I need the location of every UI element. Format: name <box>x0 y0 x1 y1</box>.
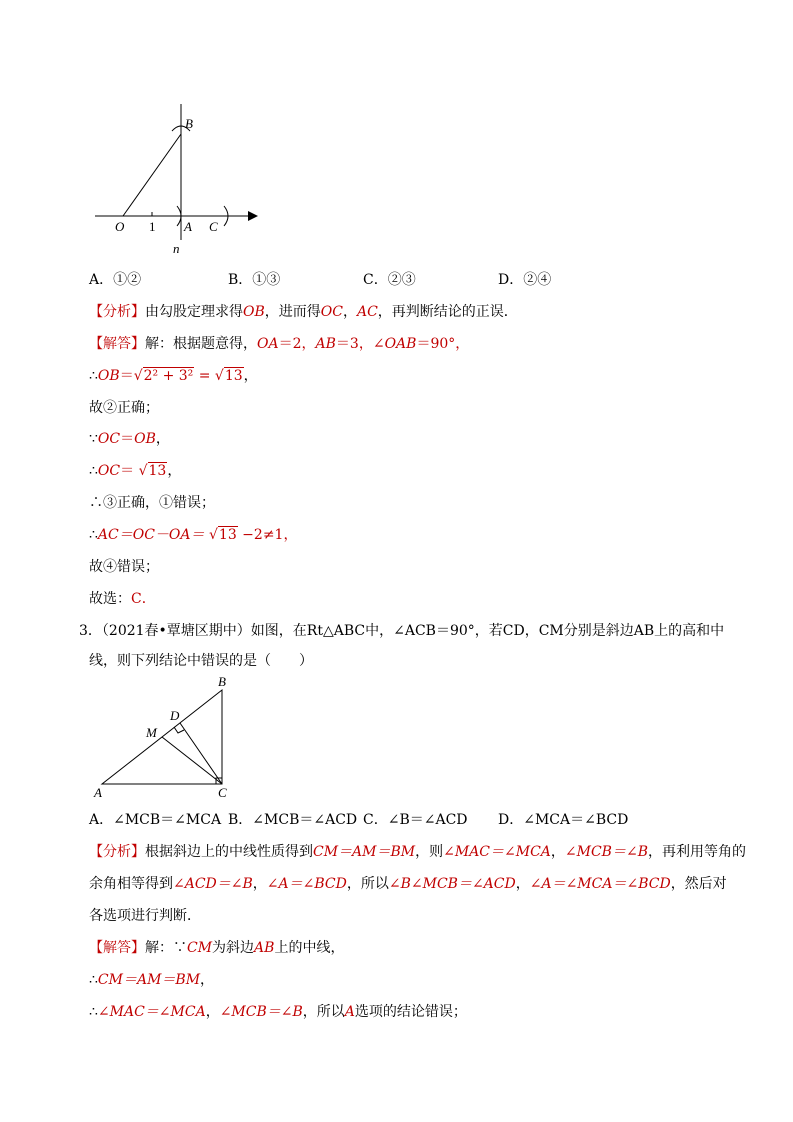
q3-answer-line-1 <box>89 938 344 958</box>
q3-stem-line-1: 3．（2021春•覃塘区期中）如图，在Rt△ABC中，∠ACB＝90°，若CD，CM分别是斜边AB上的高和中 <box>79 623 725 639</box>
math-oc: OC <box>97 463 121 479</box>
analysis-text: 根据斜边上的中线性质得到 <box>145 844 313 860</box>
answer-text: 选项的结论错误； <box>354 1004 467 1020</box>
comma: ， <box>167 463 182 479</box>
math-expression: CM＝AM＝BM <box>313 844 416 860</box>
math-eq: ＝90°， <box>416 336 470 352</box>
math-expression: ∠A＝∠MCA＝∠BCD <box>529 876 671 892</box>
math-eq: ＝ <box>120 463 139 479</box>
math-expression: CM＝AM＝BM <box>97 972 201 988</box>
fig2-label-d: D <box>170 708 180 723</box>
q2-option-a: A．①② <box>89 272 142 288</box>
comma: ， <box>550 844 565 860</box>
q2-step-2: 故②正确； <box>89 400 159 416</box>
q2-step-6: ∴AC＝OC－OA＝ √13 −2≠1， <box>89 527 298 543</box>
q3-analysis-line-1 <box>89 842 746 862</box>
label-a: A <box>184 219 192 234</box>
label-1: 1 <box>149 219 156 234</box>
q2-step-1: ∴OB＝√2² + 3² = √13， <box>89 368 258 384</box>
math-expression: AC＝OC－OA＝ <box>97 527 209 543</box>
math-oc: OC <box>97 431 121 447</box>
therefore-symbol: ∴ <box>89 527 98 543</box>
right-angle-mark-d <box>174 727 184 733</box>
math-expression: −2≠1， <box>237 527 298 543</box>
analysis-text: ，所以 <box>346 876 389 892</box>
math-oa: OA <box>257 336 279 352</box>
fig2-label-m: M <box>146 725 157 740</box>
math-eq: ＝2， <box>278 336 316 352</box>
option-letter: A <box>344 1004 355 1020</box>
comma: ， <box>200 972 215 988</box>
analysis-tag: 【分析】 <box>89 844 145 860</box>
answer-prefix: 故选： <box>89 591 131 607</box>
answer-text: 为斜边 <box>212 940 255 956</box>
segment-cd <box>180 723 222 784</box>
answer-text: 解：根据题意得， <box>145 336 257 352</box>
math-ab: AB <box>315 336 336 352</box>
math-eq: = <box>194 368 215 384</box>
math-eq: ＝ <box>120 431 135 447</box>
sqrt-13: 13 <box>148 463 167 479</box>
therefore-symbol: ∴ <box>89 1004 98 1020</box>
comma: ， <box>342 304 357 320</box>
therefore-symbol: ∴ <box>89 463 98 479</box>
q2-option-d: D．②④ <box>498 272 552 288</box>
answer-tag: 【解答】 <box>89 940 145 956</box>
q3-option-d: D．∠MCA＝∠BCD <box>498 812 629 828</box>
math-expression: ∠MAC＝∠MCA <box>97 1004 206 1020</box>
analysis-text: 余角相等得到 <box>89 876 173 892</box>
math-expression: ∠MCB＝∠B <box>219 1004 303 1020</box>
answer-text: ，所以 <box>302 1004 345 1020</box>
comma: ， <box>252 876 267 892</box>
q2-step-5: ∴③正确，①错误； <box>89 495 215 511</box>
analysis-text: ，则 <box>415 844 444 860</box>
segment-cm <box>162 737 222 784</box>
answer-text: 解：∵ <box>145 940 187 956</box>
label-b: B <box>185 116 193 131</box>
therefore-symbol: ∴ <box>89 972 98 988</box>
q3-stem-line-2: 线，则下列结论中错误的是（ ） <box>89 653 313 669</box>
q3-option-a: A．∠MCB＝∠MCA <box>89 812 222 828</box>
label-o: O <box>115 219 125 234</box>
math-ab: AB <box>254 940 275 956</box>
analysis-text: ，再判断结论的正误． <box>377 304 518 320</box>
sqrt-13: 13 <box>218 527 237 543</box>
q3-answer-line-2 <box>89 970 214 990</box>
math-ob: OB <box>243 304 265 320</box>
label-n: n <box>173 241 180 256</box>
math-expression: ∠MCB＝∠B <box>564 844 648 860</box>
sqrt-13: 13 <box>224 368 243 384</box>
therefore-symbol: ∴ <box>89 368 98 384</box>
math-expression: ∠B∠MCB＝∠ACD <box>388 876 516 892</box>
math-ob: OB <box>134 431 156 447</box>
math-ob: OB <box>97 368 120 384</box>
math-expression: ∠A＝∠BCD <box>266 876 347 892</box>
analysis-text: ，进而得 <box>264 304 321 320</box>
analysis-text: 由勾股定理求得 <box>145 304 243 320</box>
q3-answer-line-3 <box>89 1002 467 1022</box>
math-eq: ＝3， <box>335 336 373 352</box>
math-cm: CM <box>187 940 213 956</box>
q3-analysis-line-3: 各选项进行判断． <box>89 908 201 924</box>
math-ac: AC <box>356 304 378 320</box>
q2-option-b: B．①③ <box>228 272 281 288</box>
fig2-label-a: A <box>94 785 102 800</box>
math-oc: OC <box>320 304 343 320</box>
comma: ， <box>205 1004 220 1020</box>
analysis-tag: 【分析】 <box>89 304 145 320</box>
q2-step-7: 故④错误； <box>89 559 159 575</box>
q3-option-c: C．∠B＝∠ACD <box>363 812 468 828</box>
math-expression: ∠ACD＝∠B <box>173 876 253 892</box>
answer-text: 上的中线， <box>274 940 345 956</box>
q2-step-4: ∴OC＝ √13， <box>89 463 182 479</box>
analysis-text: ，然后对 <box>670 876 727 892</box>
math-eq: ＝ <box>119 368 134 384</box>
comma: ， <box>515 876 530 892</box>
sqrt-expression: 2² + 3² <box>143 368 194 384</box>
answer-tag: 【解答】 <box>89 336 145 352</box>
q3-option-b: B．∠MCB＝∠ACD <box>228 812 358 828</box>
fig2-label-c: C <box>218 785 227 800</box>
label-c: C <box>209 219 218 234</box>
comma: ， <box>243 368 258 384</box>
q3-analysis-line-2 <box>89 874 727 894</box>
comma: ， <box>155 431 170 447</box>
math-angle: ∠OAB <box>372 336 417 352</box>
math-expression: ∠MAC＝∠MCA <box>443 844 551 860</box>
because-symbol: ∵ <box>89 431 98 447</box>
fig2-label-b: B <box>218 674 226 689</box>
analysis-text: ，再利用等角的 <box>648 844 746 860</box>
answer-choice: C． <box>131 591 156 607</box>
q2-option-c: C．②③ <box>363 272 416 288</box>
